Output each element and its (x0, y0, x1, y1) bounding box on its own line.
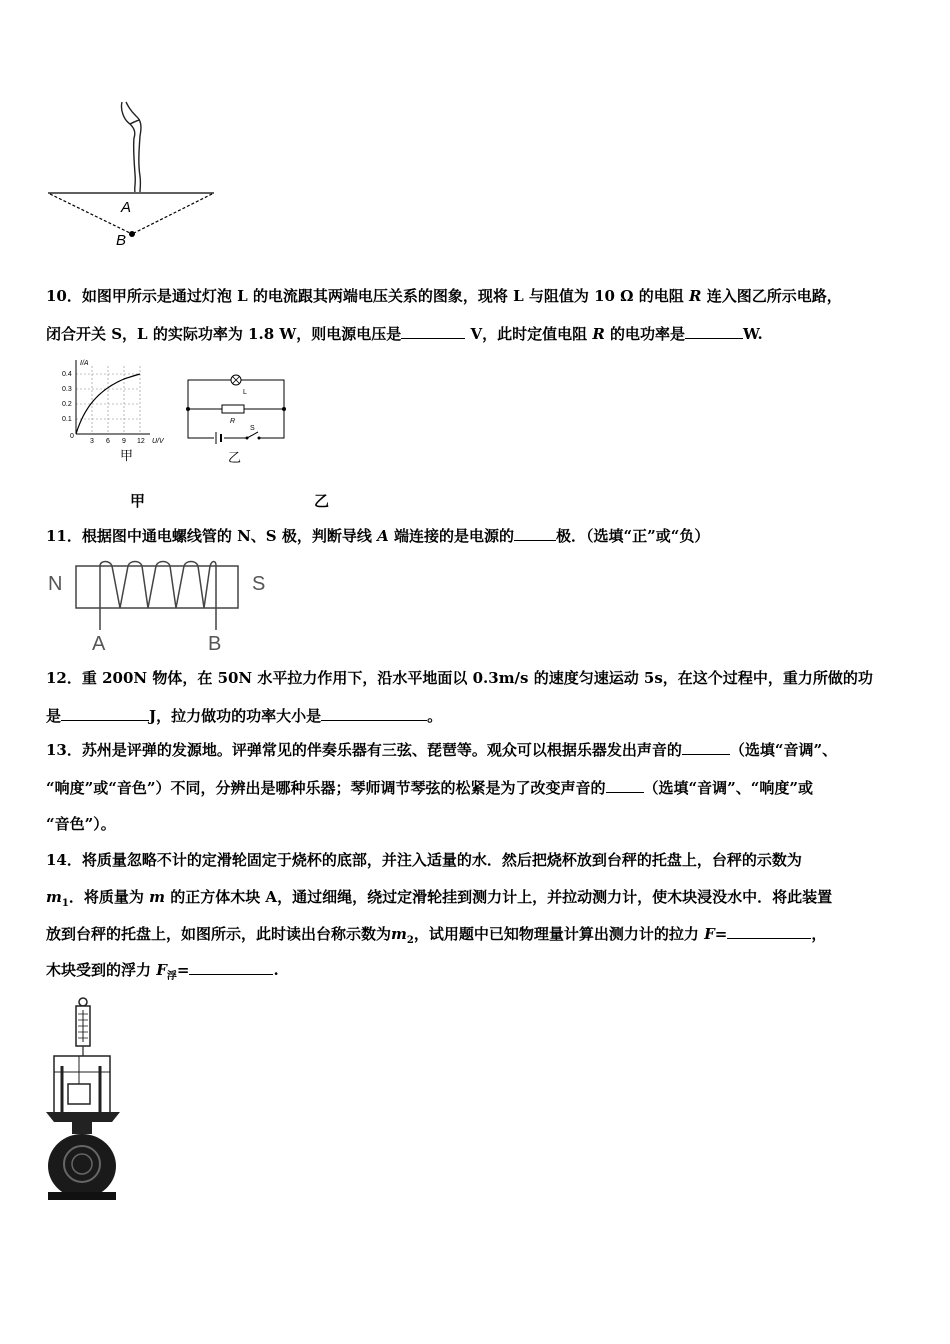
q10-text-2d: W. (743, 325, 763, 343)
y-axis-label: I/A (80, 360, 89, 367)
q14-text-3b: ，试用题中已知物理量计算出测力计的拉力 (413, 925, 699, 943)
q12-text-1: 12．重 200N 物体，在 50N 水平拉力作用下，沿水平地面以 0.3m/s 的速度匀速运动 5s，在这个过程中，重力所做的功 (46, 669, 873, 687)
q14-m: m (149, 888, 165, 906)
q13-blank-2[interactable] (606, 778, 644, 793)
y-tick-0.3: 0.3 (62, 386, 72, 393)
label-b: B (116, 232, 127, 249)
q11-blank-pole[interactable] (514, 526, 556, 541)
pole-s: S (252, 573, 266, 595)
q13-text-2b: （选填“音调”、“响度”或 (643, 779, 814, 797)
q14-eq-2: = (176, 961, 190, 979)
q12-blank-power[interactable] (321, 706, 427, 721)
q14-comma: ， (811, 925, 827, 943)
q13-line-3 (46, 814, 116, 834)
beaker (54, 1056, 110, 1116)
graph-grid (76, 366, 140, 434)
x-tick-12: 12 (137, 438, 145, 445)
battery-symbol (214, 432, 224, 444)
x-tick-9: 9 (122, 438, 126, 445)
q13-line-1 (46, 740, 837, 760)
circuit-caption: 乙 (228, 450, 242, 465)
q10-caption-left: 甲 (130, 492, 146, 510)
x-tick-6: 6 (106, 438, 110, 445)
wood-block (68, 1084, 90, 1104)
q13-blank-1[interactable] (682, 740, 730, 755)
q10-text-1: 10．如图甲所示是通过灯泡 L 的电流跟其两端电压关系的图象，现将 L 与阻值为 10 Ω 的电阻 (46, 287, 684, 305)
q10-text-2a: 闭合开关 S，L 的实际功率为 1.8 W，则电源电压是 (46, 325, 402, 343)
label-a: A (121, 199, 132, 216)
y-tick-0.4: 0.4 (62, 371, 72, 378)
q14-text-1: 14．将质量忽略不计的定滑轮固定于烧杯的底部，并注入适量的水．然后把烧杯放到台秤的托盘上，台秤的示数为 (46, 851, 802, 869)
label-l: L (243, 389, 247, 396)
q14-text-4a: 木块受到的浮力 (46, 961, 152, 979)
sight-line-right (132, 194, 212, 234)
q14-f-buoy: F (156, 961, 167, 979)
q14-text-3a: 放到台秤的托盘上，如图所示，此时读出台称示数为 (46, 925, 392, 943)
q13-text-3: “音色”）。 (46, 815, 116, 833)
junction-right (282, 407, 286, 411)
q14-line-4 (46, 960, 279, 987)
graph-caption: 甲 (120, 448, 134, 463)
pole-n: N (48, 573, 63, 595)
x-tick-3: 3 (90, 438, 94, 445)
origin-label: 0 (70, 433, 74, 440)
junction-left (186, 407, 190, 411)
q12-blank-work[interactable] (61, 706, 149, 721)
q14-m1: m (46, 888, 62, 906)
q13-text-1b: （选填“音调”、 (729, 741, 838, 759)
q13-line-2 (46, 778, 813, 798)
q14-eq: = (714, 925, 728, 943)
q11-text-a: 11．根据图中通电螺线管的 N、S 极，判断导线 (46, 527, 372, 545)
q13-text-2a: “响度”或“音色”）不同，分辨出是哪种乐器；琴师调节琴弦的松紧是为了改变声音的 (46, 779, 606, 797)
iv-graph (58, 356, 178, 466)
spring-scale (76, 998, 90, 1056)
wire-a-label: A (92, 633, 106, 654)
scale-apparatus-figure (42, 996, 126, 1202)
q14-blank-force[interactable] (727, 924, 811, 939)
q11-line (46, 526, 709, 546)
q14-line-3 (46, 924, 826, 951)
q13-text-1a: 13．苏州是评弹的发源地。评弹常见的伴奏乐器有三弦、琵琶等。观众可以根据乐器发出声音的 (46, 741, 682, 759)
sight-line-left (50, 194, 132, 234)
q10-var-r: R (689, 287, 702, 305)
q14-period: . (273, 961, 279, 979)
q14-blank-buoyancy[interactable] (189, 960, 273, 975)
lamp-symbol (231, 375, 241, 385)
q11-var-a: A (377, 527, 389, 545)
y-tick-0.2: 0.2 (62, 401, 72, 408)
q14-text-2a: ．将质量为 (68, 888, 144, 906)
q10-text-2b: V，此时定值电阻 (470, 325, 588, 343)
q14-f-buoy-sub: 浮 (166, 971, 177, 982)
wire-b-label: B (208, 633, 222, 654)
resistor-symbol (222, 405, 244, 413)
q10-blank-voltage[interactable] (401, 324, 465, 339)
label-r: R (230, 418, 236, 425)
y-tick-0.1: 0.1 (62, 416, 72, 423)
solenoid-coils (100, 562, 216, 631)
q14-line-2 (46, 887, 832, 914)
platform-scale (46, 1112, 120, 1200)
x-axis-label: U/V (152, 438, 164, 445)
q10-line-1 (46, 286, 842, 306)
q10-text-1-end: 连入图乙所示电路， (706, 287, 842, 305)
q12-text-2a: 是 (46, 707, 62, 725)
point-b-dot (129, 231, 135, 237)
q12-line-2 (46, 706, 442, 726)
q11-text-b: 端连接的是电源的 (393, 527, 514, 545)
q11-text-c: 极．（选填“正”或“负） (556, 527, 710, 545)
q12-line-1 (46, 668, 873, 688)
diver-figure (44, 96, 224, 252)
q14-text-2b: 的正方体木块 A，通过细绳，绕过定滑轮挂到测力计上，并拉动测力计，使木块浸没水中．将此装置 (170, 888, 833, 906)
switch-symbol (246, 432, 261, 442)
q12-text-2b: J，拉力做功的功率大小是 (149, 707, 322, 725)
q10-line-2 (46, 324, 763, 344)
diver-silhouette (121, 102, 140, 192)
solenoid-figure (44, 558, 274, 654)
q10-blank-power[interactable] (685, 324, 743, 339)
q10-caption-right: 乙 (314, 492, 330, 510)
q14-line-1 (46, 850, 802, 870)
label-s: S (250, 425, 255, 432)
circuit-diagram (184, 370, 290, 468)
q14-m2-sub: 2 (406, 935, 414, 946)
q14-m2: m (391, 925, 407, 943)
q10-var-r-2: R (592, 325, 605, 343)
q10-text-2c: 的电功率是 (610, 325, 686, 343)
q14-m1-sub: 1 (61, 898, 69, 909)
q14-f: F (704, 925, 715, 943)
q12-text-2c: 。 (427, 707, 443, 725)
